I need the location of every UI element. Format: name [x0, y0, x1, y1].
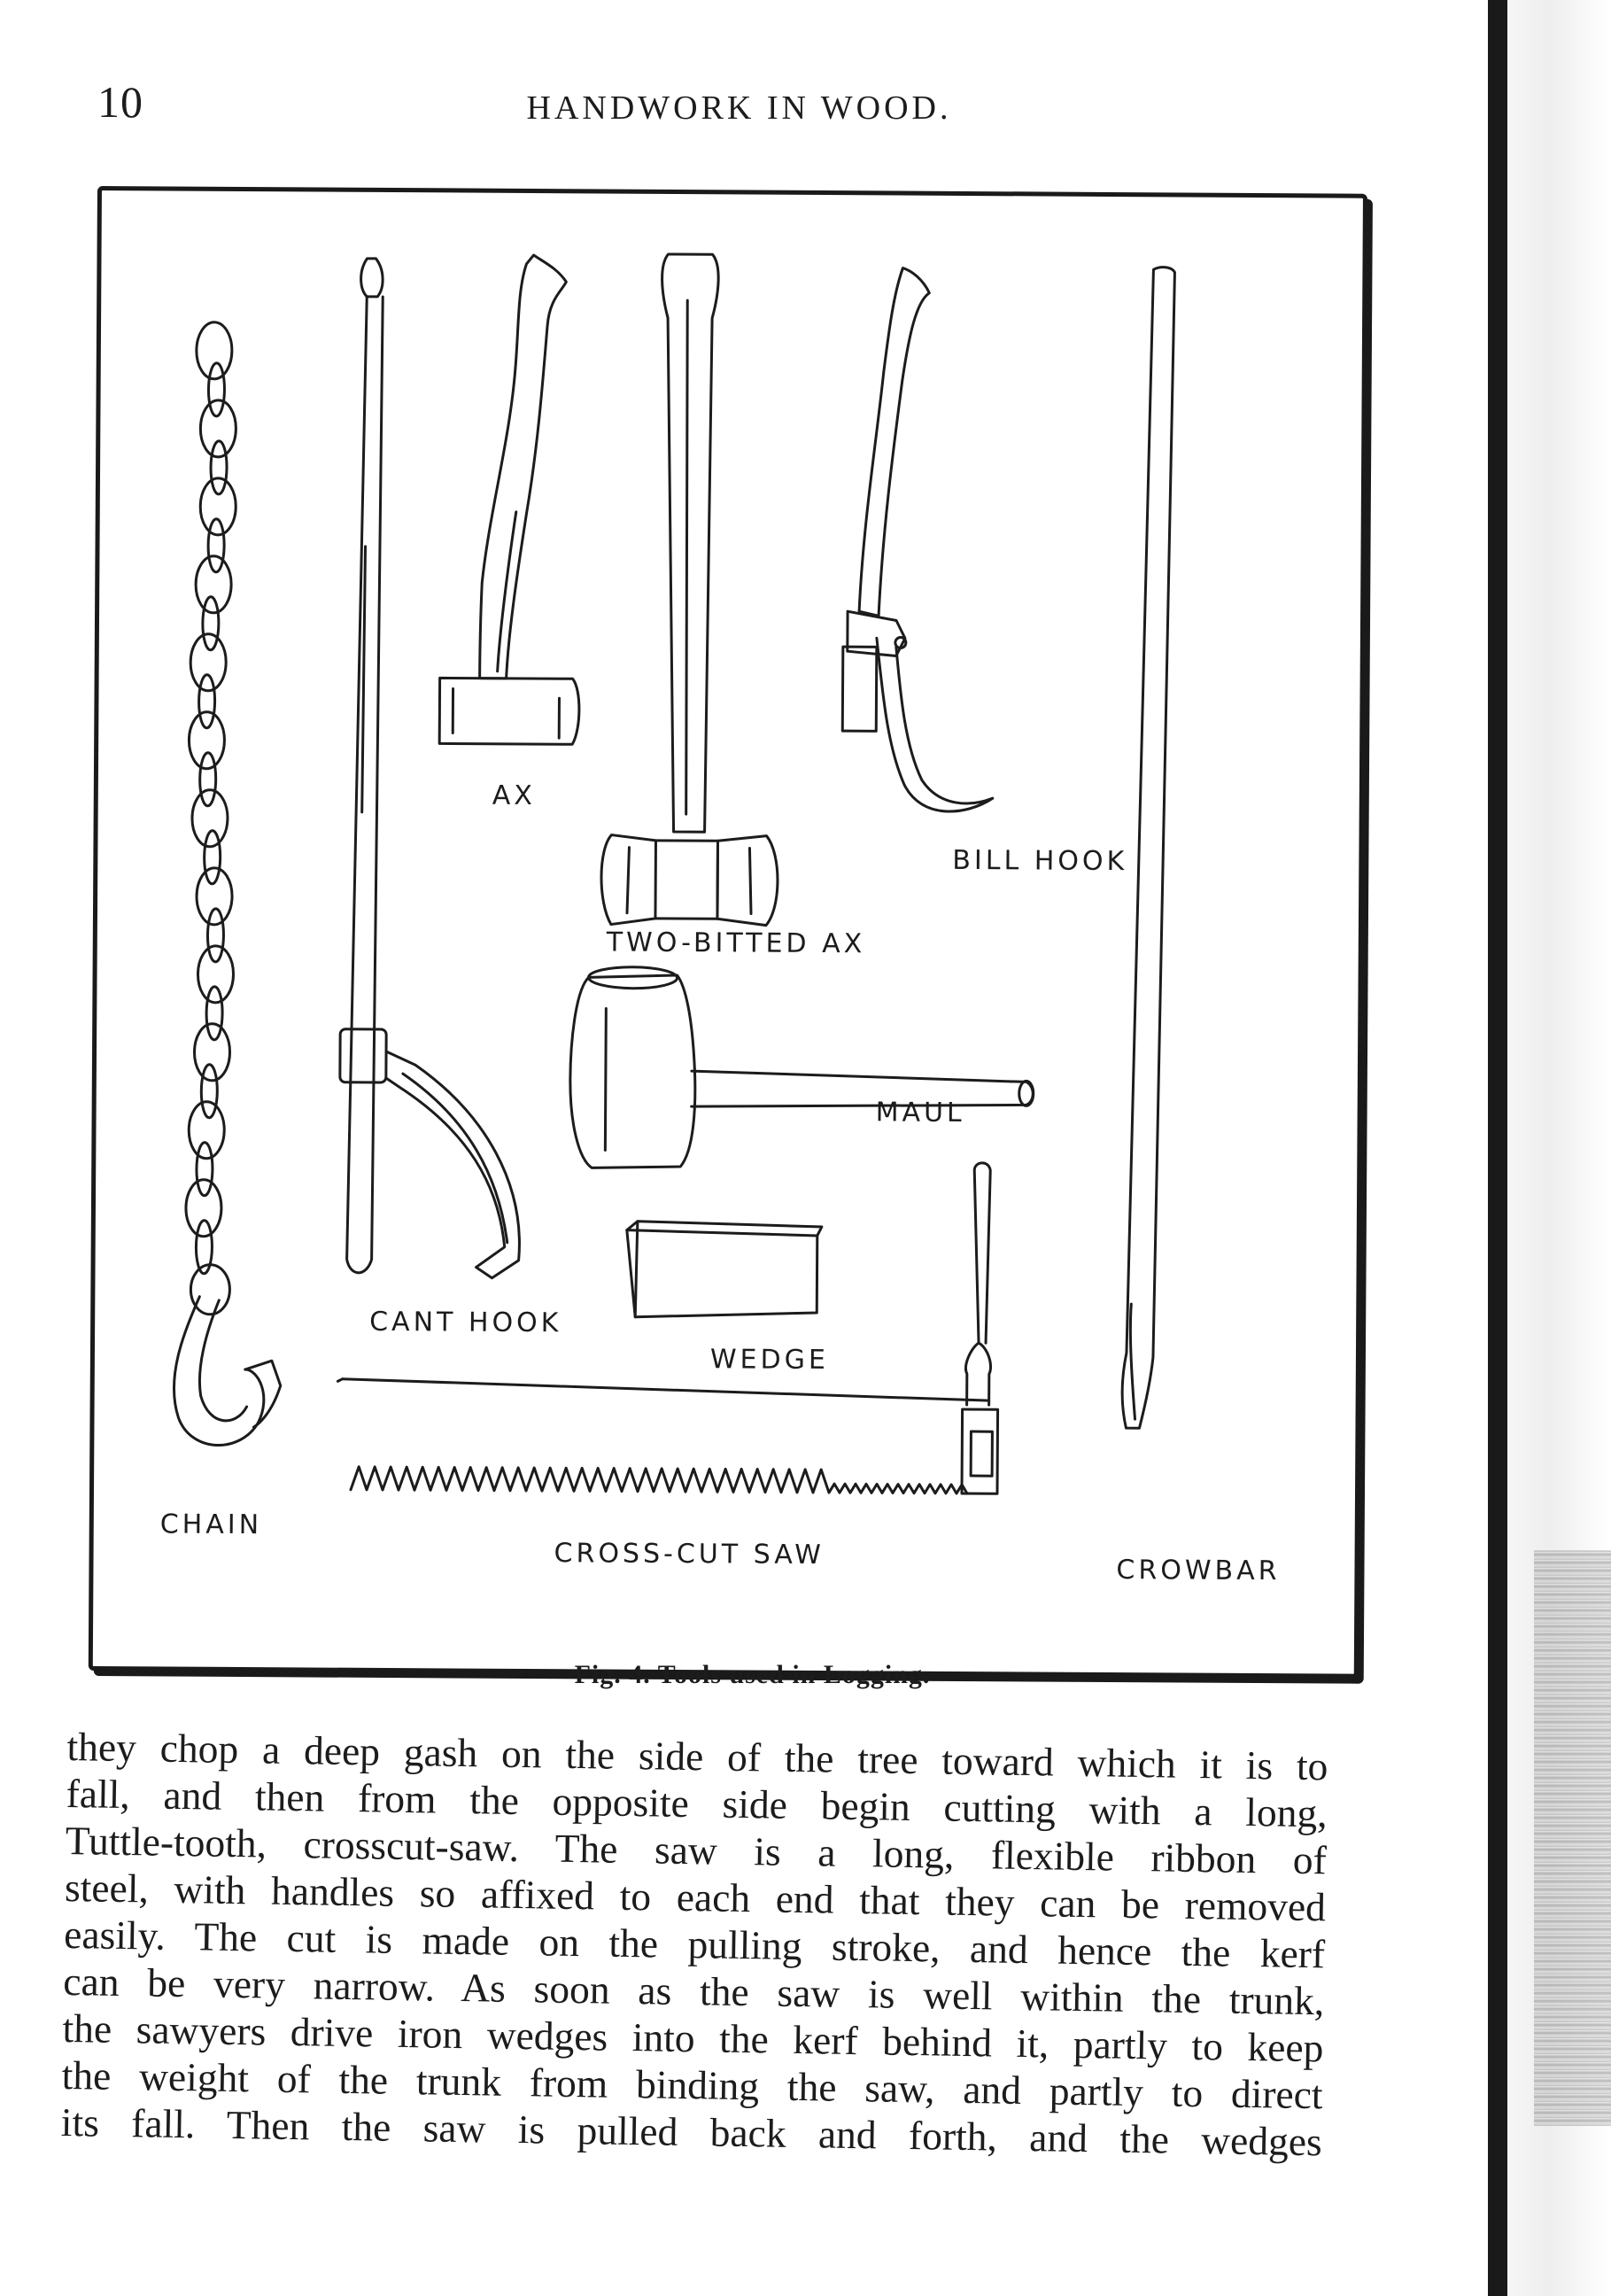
running-head: HANDWORK IN WOOD. — [526, 89, 952, 127]
maul-drawing — [569, 966, 1034, 1170]
label-two-bitted-ax: TWO-BITTED AX — [606, 927, 866, 960]
figure-caption: Fig. 4. Tools used in Logging. — [574, 1660, 931, 1689]
label-cross-cut-saw: CROSS-CUT SAW — [554, 1538, 825, 1571]
chain-drawing — [186, 322, 237, 1274]
text-line: they chop a deep gash on the side of the tree toward which it is to — [66, 1723, 1328, 1789]
label-maul: MAUL — [875, 1097, 965, 1129]
tools-illustration — [93, 190, 1363, 1674]
chain-hook-drawing — [174, 1265, 282, 1446]
chain-link — [197, 322, 232, 379]
chain-link — [200, 400, 236, 457]
label-chain: CHAIN — [159, 1509, 263, 1541]
chain-link — [197, 868, 232, 925]
chain-link — [197, 1143, 213, 1196]
cant-hook-drawing — [338, 259, 525, 1278]
figure-frame — [89, 186, 1367, 1679]
text-line: its fall. Then the saw is pulled back and forth, and the wedges — [60, 2098, 1323, 2165]
chain-link — [201, 1065, 217, 1118]
wedge-drawing — [626, 1222, 822, 1318]
crowbar-drawing — [1122, 267, 1175, 1428]
chain-link — [192, 790, 228, 847]
text-line: easily. The cut is made on the pulling stroke, and hence the kerf — [63, 1911, 1326, 1977]
label-cant-hook: CANT HOOK — [369, 1306, 562, 1339]
label-bill-hook: BILL HOOK — [952, 844, 1128, 878]
body-text — [61, 1723, 1328, 2165]
chain-link — [189, 712, 224, 769]
chain-link — [194, 1024, 229, 1081]
chain-link — [208, 363, 224, 416]
scan-artifact — [1534, 1550, 1611, 2126]
chain-link — [196, 556, 231, 613]
text-line: Tuttle-tooth, crosscut-saw. The saw is a long, flexible ribbon of — [65, 1817, 1328, 1883]
text-line: steel, with handles so affixed to each end that they can be removed — [64, 1864, 1327, 1930]
text-line: can be very narrow. As soon as the saw is well within the trunk, — [63, 1958, 1325, 2024]
chain-link — [206, 987, 222, 1040]
chain-link — [198, 675, 214, 728]
text-line: the sawyers drive iron wedges into the kerf behind it, partly to keep — [62, 2005, 1324, 2071]
label-ax: AX — [492, 780, 536, 812]
two-bitted-ax-drawing — [601, 254, 782, 926]
label-crowbar: CROWBAR — [1116, 1555, 1281, 1587]
chain-link — [204, 831, 220, 884]
ax-drawing — [439, 254, 582, 744]
chain-link — [208, 519, 224, 572]
chain-link — [198, 946, 233, 1003]
bill-hook-drawing — [842, 268, 996, 811]
chain-link — [199, 753, 215, 806]
chain-link — [211, 441, 227, 494]
chain-link — [190, 634, 226, 691]
chain-link — [189, 1102, 224, 1159]
page-edge-shadow — [1488, 0, 1507, 2296]
chain-link — [207, 909, 223, 962]
text-line: fall, and then from the opposite side begin cutting with a long, — [66, 1770, 1328, 1836]
chain-link — [203, 597, 219, 650]
text-line: the weight of the trunk from binding the saw, and partly to direct — [61, 2052, 1323, 2118]
chain-link — [186, 1180, 221, 1237]
chain-link — [200, 478, 236, 535]
page-number: 10 — [97, 77, 143, 127]
label-wedge: WEDGE — [709, 1344, 829, 1377]
